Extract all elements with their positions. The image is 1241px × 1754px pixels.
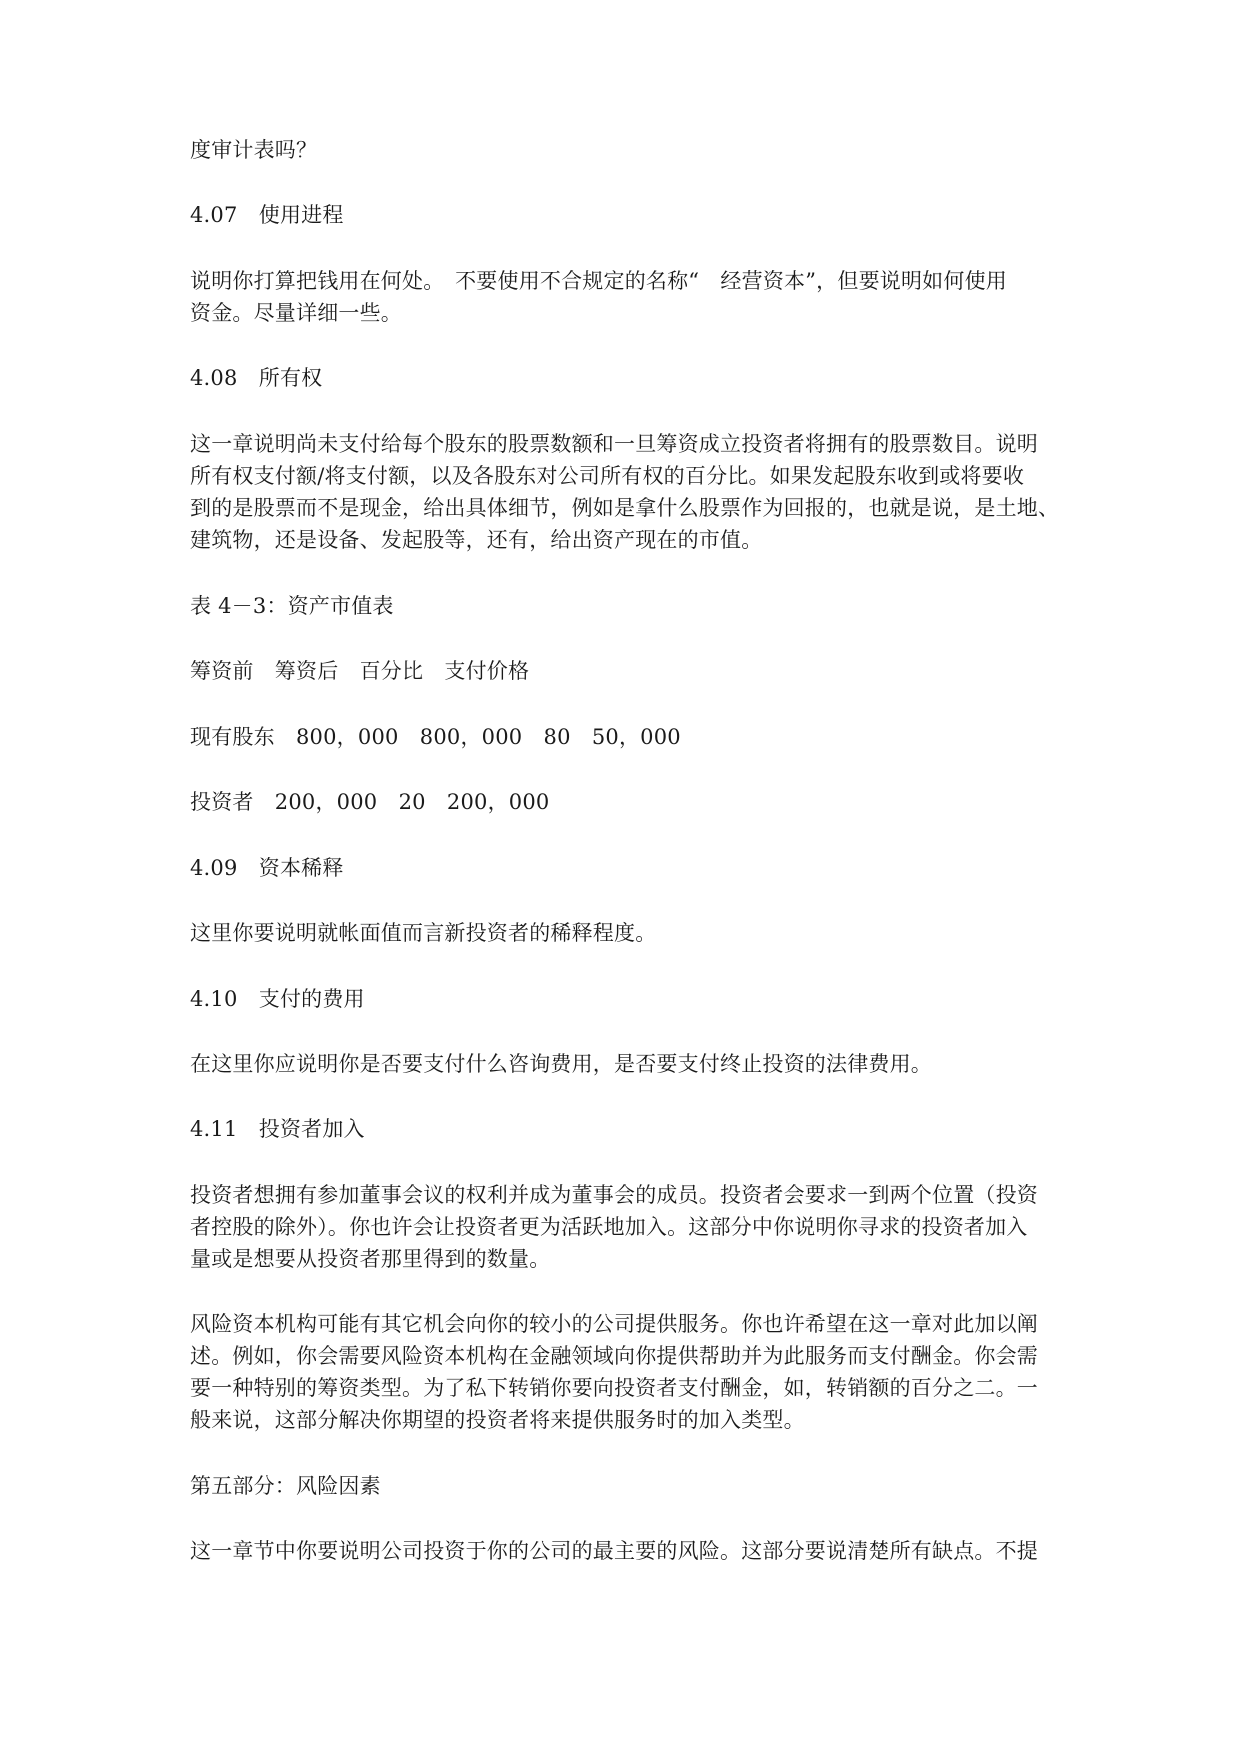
- text-line: 要一种特别的筹资类型。为了私下转销你要向投资者支付酬金，如，转销额的百分之二。一: [190, 1376, 1038, 1400]
- text-line: 度审计表吗？: [190, 138, 318, 162]
- text-line: 到的是股票而不是现金，给出具体细节，例如是拿什么股票作为回报的，也就是说，是土地、: [190, 496, 1060, 520]
- table-header-row: 筹资前 筹资后 百分比 支付价格: [190, 659, 530, 683]
- text-line: 量或是想要从投资者那里得到的数量。: [190, 1247, 551, 1271]
- text-line: 这一章节中你要说明公司投资于你的公司的最主要的风险。这部分要说清楚所有缺点。不提: [190, 1539, 1038, 1563]
- text-line: 投资者想拥有参加董事会议的权利并成为董事会的成员。投资者会要求一到两个位置（投资: [190, 1183, 1038, 1207]
- table-caption: 表 4－3：资产市值表: [190, 594, 394, 618]
- section-heading-4-10: 4.10 支付的费用: [190, 987, 365, 1011]
- part-heading-5: 第五部分：风险因素: [190, 1474, 381, 1498]
- section-heading-4-07: 4.07 使用进程: [190, 203, 344, 227]
- text-line: 所有权支付额/将支付额，以及各股东对公司所有权的百分比。如果发起股东收到或将要收: [190, 464, 1025, 488]
- text-line: 者控股的除外）。你也许会让投资者更为活跃地加入。这部分中你说明你寻求的投资者加入: [190, 1215, 1028, 1239]
- table-row-investors: 投资者 200，000 20 200，000: [190, 790, 550, 814]
- table-row-existing-shareholders: 现有股东 800，000 800，000 80 50，000: [190, 725, 681, 749]
- text-line: 说明你打算把钱用在何处。 不要使用不合规定的名称“ 经营资本”，但要说明如何使用: [190, 269, 1007, 293]
- text-line: 资金。尽量详细一些。: [190, 301, 402, 325]
- text-line: 风险资本机构可能有其它机会向你的较小的公司提供服务。你也许希望在这一章对此加以阐: [190, 1312, 1038, 1336]
- text-line: 在这里你应说明你是否要支付什么咨询费用，是否要支付终止投资的法律费用。: [190, 1052, 932, 1076]
- section-heading-4-11: 4.11 投资者加入: [190, 1117, 365, 1141]
- text-line: 建筑物，还是设备、发起股等，还有，给出资产现在的市值。: [190, 528, 763, 552]
- section-heading-4-08: 4.08 所有权: [190, 366, 323, 390]
- section-heading-4-09: 4.09 资本稀释: [190, 856, 344, 880]
- text-line: 这里你要说明就帐面值而言新投资者的稀释程度。: [190, 921, 657, 945]
- text-line: 述。例如，你会需要风险资本机构在金融领域向你提供帮助并为此服务而支付酬金。你会需: [190, 1344, 1038, 1368]
- text-line: 般来说，这部分解决你期望的投资者将来提供服务时的加入类型。: [190, 1408, 805, 1432]
- text-line: 这一章说明尚未支付给每个股东的股票数额和一旦筹资成立投资者将拥有的股票数目。说明: [190, 432, 1038, 456]
